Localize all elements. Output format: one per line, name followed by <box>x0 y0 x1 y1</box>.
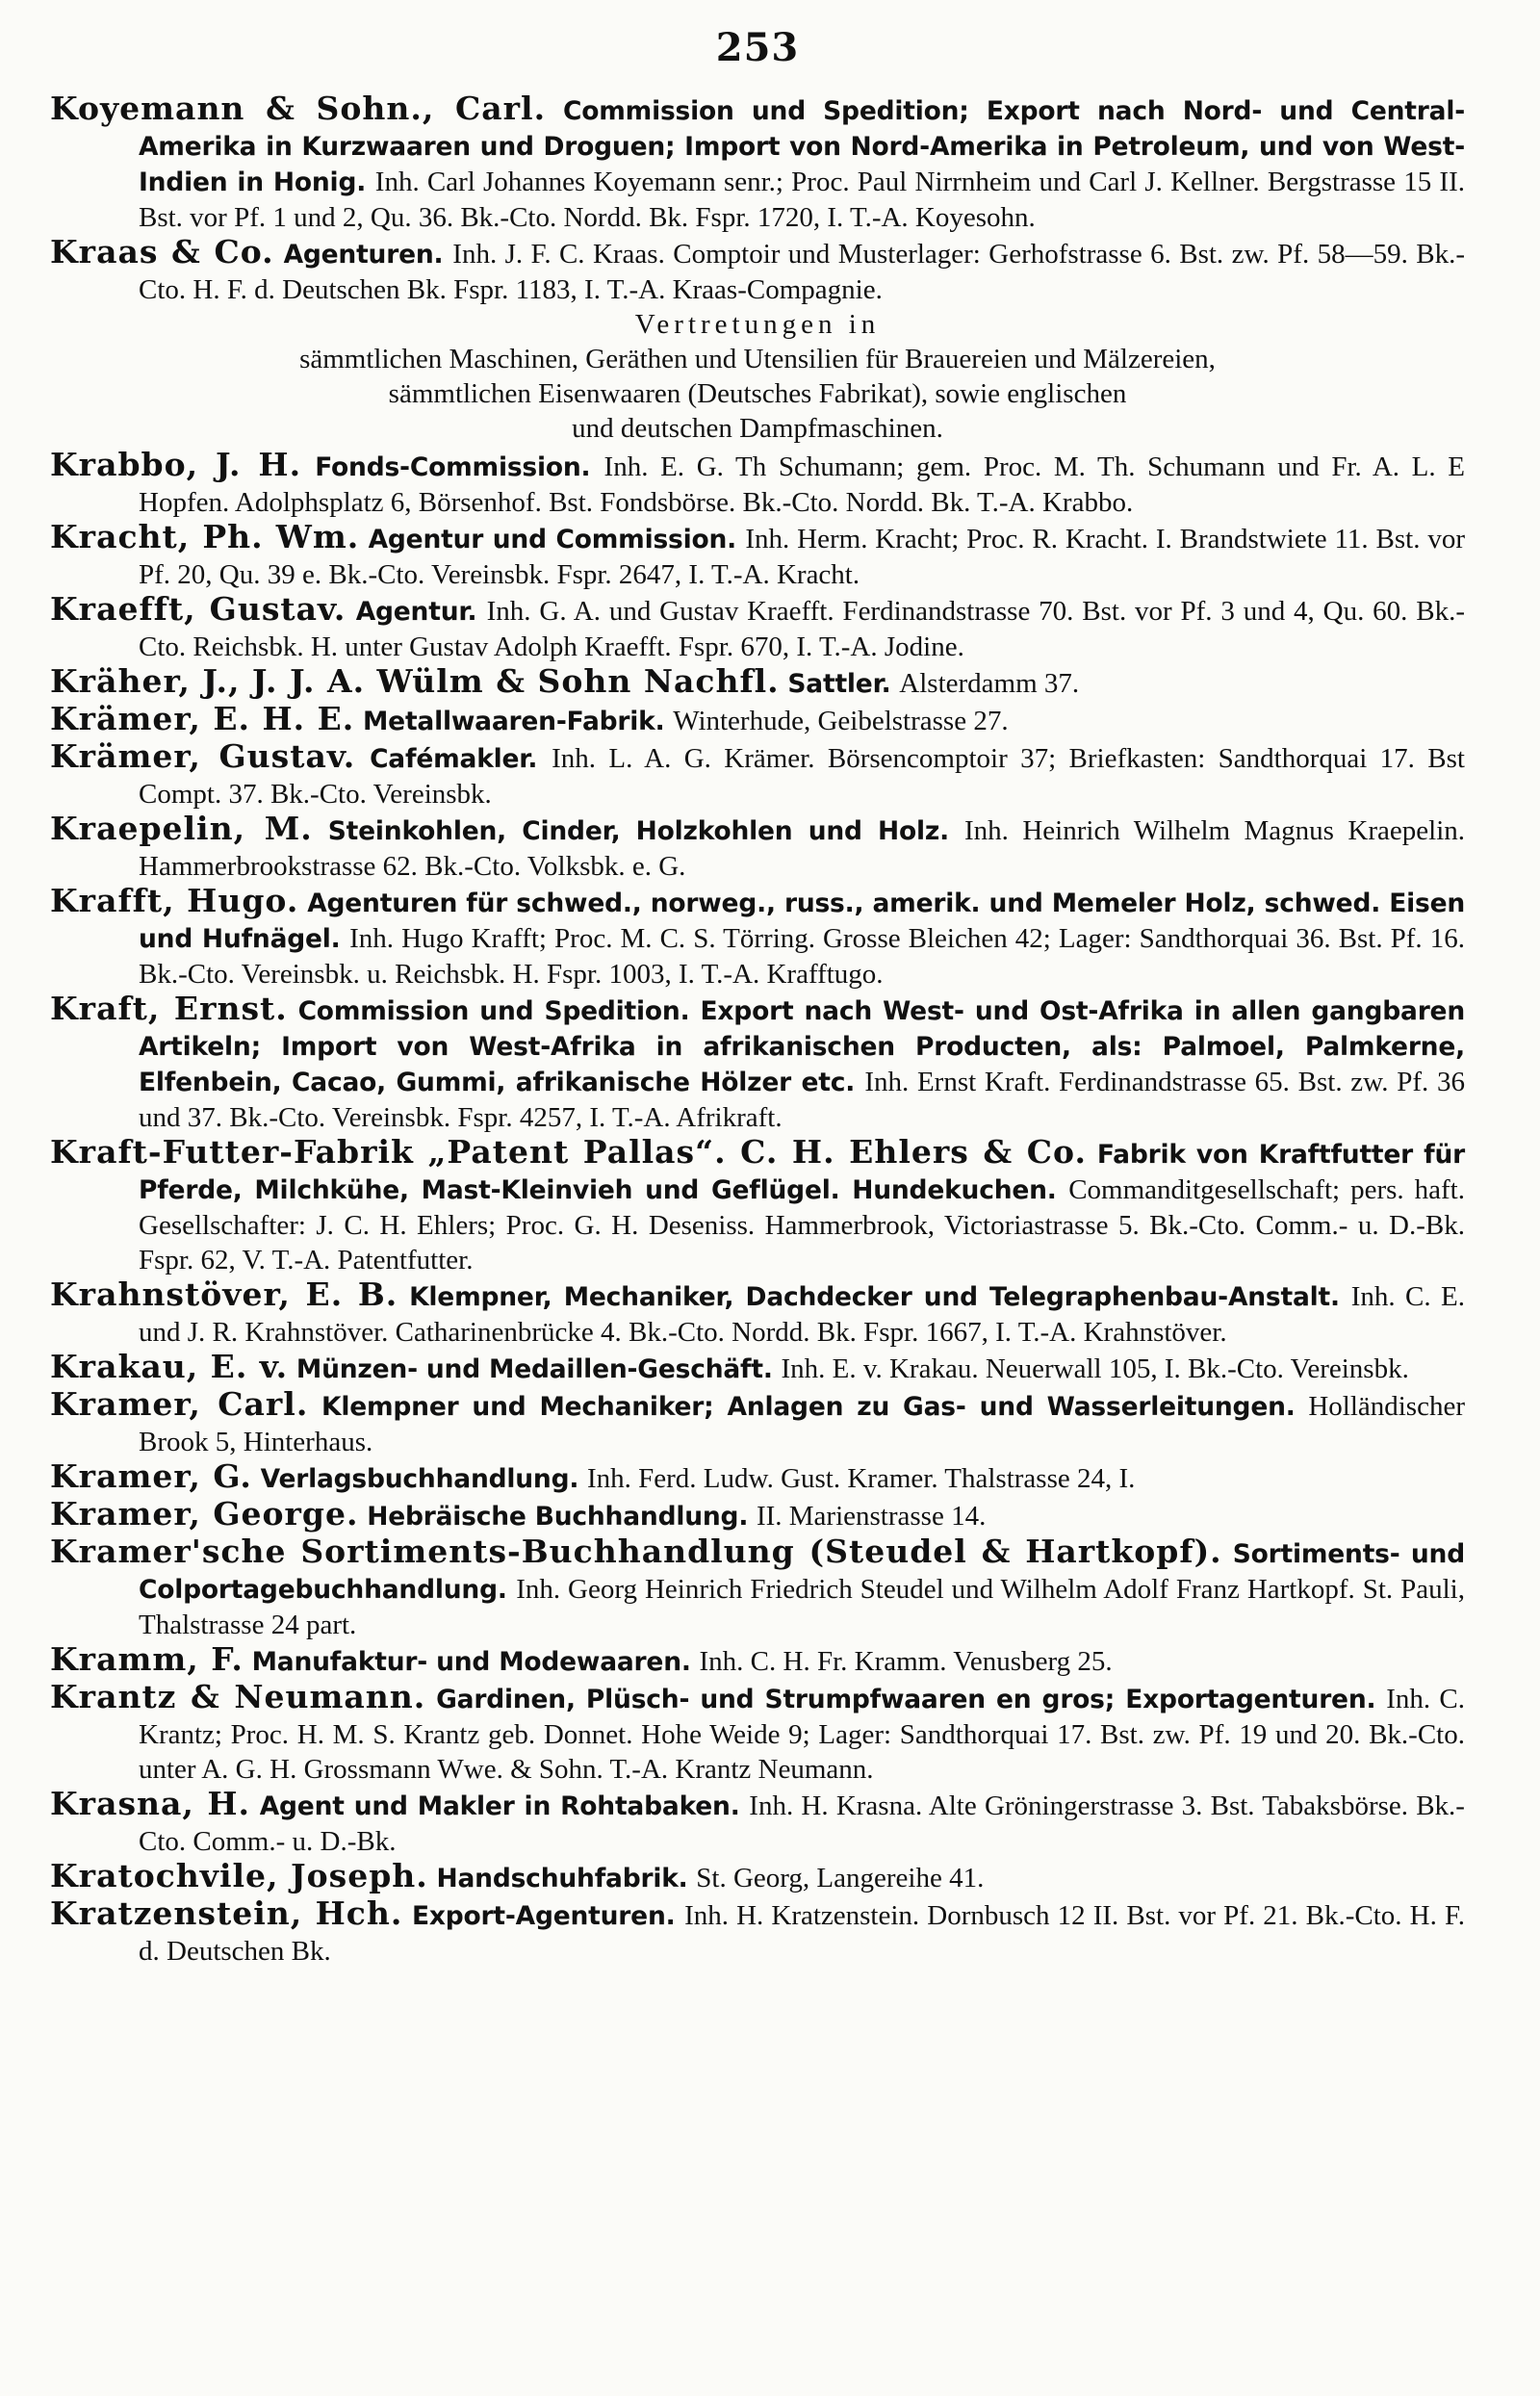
business-description: Agentur. <box>355 597 477 627</box>
firm-name: Kramer'sche Sortiments-Buchhandlung (Steudel & Hartkopf). <box>50 1533 1222 1570</box>
directory-entry <box>50 739 1465 812</box>
business-description: Klempner und Mechaniker; Anlagen zu Gas- und Wasserleitungen. <box>321 1392 1296 1422</box>
firm-name: Kräher, J., J. J. A. Wülm & Sohn Nachfl. <box>50 662 780 700</box>
representation-block <box>50 307 1465 446</box>
directory-entry <box>50 592 1465 664</box>
entry-details: Alsterdamm 37. <box>899 668 1080 699</box>
firm-name: Kraft, Ernst. <box>50 990 288 1027</box>
firm-name: Kraefft, Gustav. <box>50 590 346 628</box>
business-description: Handschuhfabrik. <box>436 1864 688 1894</box>
firm-name: Kratochvile, Joseph. <box>50 1857 428 1894</box>
entry-details: Inh. E. v. Krakau. Neuerwall 105, I. Bk.-Cto. Vereinsbk. <box>781 1353 1409 1384</box>
representation-line: und deutschen Dampfmaschinen. <box>572 413 943 444</box>
directory-entry <box>50 1896 1465 1969</box>
entry-details: Inh. H. Krasna. Alte Gröningerstrasse 3. Bst. Tabaksbörse. Bk.-Cto. Comm.- u. D.-Bk. <box>139 1791 1465 1857</box>
business-description: Sortiments- und Colportagebuchhandlung. <box>139 1539 1465 1605</box>
business-description: Agent und Makler in Rohtabaken. <box>259 1791 740 1821</box>
directory-entry <box>50 1459 1465 1497</box>
firm-name: Koyemann & Sohn., Carl. <box>50 90 547 127</box>
business-description: Sattler. <box>787 669 891 699</box>
entry-details: Inh. Ferd. Ludw. Gust. Kramer. Thalstrasse 24, I. <box>586 1463 1136 1494</box>
business-description: Fonds-Commission. <box>315 452 591 482</box>
directory-entry <box>50 1387 1465 1459</box>
entry-details: Winterhude, Geibelstrasse 27. <box>673 706 1009 736</box>
firm-name: Kraepelin, M. <box>50 810 313 847</box>
directory-entry <box>50 664 1465 702</box>
entry-details: Inh. H. Kratzenstein. Dornbusch 12 II. Bst. vor Pf. 21. Bk.-Cto. H. F. d. Deutschen Bk. <box>139 1900 1465 1967</box>
directory-entry <box>50 1497 1465 1534</box>
business-description: Agenturen. <box>283 240 444 270</box>
representation-line: sämmtlichen Maschinen, Geräthen und Utensilien für Brauereien und Mälzereien, <box>299 344 1216 374</box>
directory-entry <box>50 91 1465 235</box>
entry-details: Holländischer Brook 5, Hinterhaus. <box>139 1391 1465 1457</box>
business-description: Agentur und Commission. <box>368 525 737 554</box>
entry-details: St. Georg, Langereihe 41. <box>696 1863 985 1894</box>
firm-name: Kraft-Futter-Fabrik „Patent Pallas“. C. H. Ehlers & Co. <box>50 1133 1087 1171</box>
directory-entry <box>50 1350 1465 1387</box>
directory-entry <box>50 520 1465 592</box>
entry-details: Inh. C. E. und J. R. Krahnstöver. Catharinenbrücke 4. Bk.-Cto. Nordd. Bk. Fspr. 1667, I. T.-A. Krahnstöver. <box>139 1281 1465 1348</box>
firm-name: Kracht, Ph. Wm. <box>50 518 360 555</box>
representation-heading: Vertretungen in <box>634 309 881 340</box>
entry-details: Inh. Ernst Kraft. Ferdinandstrasse 65. Bst. zw. Pf. 36 und 37. Bk.-Cto. Vereinsbk. Fspr. 4257, I. T.-A. Afrikraft. <box>139 1067 1465 1133</box>
page-number: 253 <box>715 25 800 70</box>
business-description: Fabrik von Kraftfutter für Pferde, Milchkühe, Mast-Kleinvieh und Geflügel. Hundekuchen. <box>139 1140 1466 1205</box>
business-description: Metallwaaren-Fabrik. <box>363 707 665 736</box>
directory-entry <box>50 1680 1465 1787</box>
directory-entry <box>50 992 1465 1135</box>
entry-details: Inh. Hugo Krafft; Proc. M. C. S. Törring. Grosse Bleichen 42; Lager: Sandthorquai 36. Bst. Pf. 16. Bk.-Cto. Vereinsbk. u. Reichsbk. H. Fspr. 1003, I. T.-A. Krafftugo. <box>139 923 1465 990</box>
directory-entry <box>50 1642 1465 1680</box>
entry-details: II. Marienstrasse 14. <box>756 1501 987 1532</box>
business-description: Agenturen für schwed., norweg., russ., amerik. und Memeler Holz, schwed. Eisen und Hufnägel. <box>139 889 1466 954</box>
business-description: Steinkohlen, Cinder, Holzkohlen und Holz. <box>327 816 950 846</box>
directory-entry <box>50 884 1465 992</box>
directory-entry <box>50 1277 1465 1350</box>
business-description: Verlagsbuchhandlung. <box>260 1464 579 1494</box>
firm-name: Krahnstöver, E. B. <box>50 1275 398 1313</box>
directory-entry <box>50 235 1465 307</box>
directory-entry <box>50 1534 1465 1642</box>
entry-details: Inh. Herm. Kracht; Proc. R. Kracht. I. Brandstwiete 11. Bst. vor Pf. 20, Qu. 39 e. Bk.-Cto. Vereinsbk. Fspr. 2647, I. T.-A. Kracht. <box>139 524 1465 590</box>
firm-name: Kramer, Carl. <box>50 1385 309 1423</box>
firm-name: Krämer, Gustav. <box>50 737 356 775</box>
directory-entry <box>50 448 1465 520</box>
business-description: Gardinen, Plüsch- und Strumpfwaaren en gros; Exportagenturen. <box>436 1685 1376 1714</box>
business-description: Klempner, Mechaniker, Dachdecker und Telegraphenbau-Anstalt. <box>409 1282 1340 1312</box>
firm-name: Kratzenstein, Hch. <box>50 1894 403 1932</box>
business-description: Cafémakler. <box>370 744 538 774</box>
firm-name: Kramm, F. <box>50 1640 244 1678</box>
directory-entry <box>50 702 1465 739</box>
entry-details: Inh. Heinrich Wilhelm Magnus Kraepelin. Hammerbrookstrasse 62. Bk.-Cto. Volksbk. e. G. <box>139 815 1466 882</box>
business-description: Hebräische Buchhandlung. <box>367 1502 749 1532</box>
firm-name: Krafft, Hugo. <box>50 882 299 919</box>
representation-line: sämmtlichen Eisenwaaren (Deutsches Fabrikat), sowie englischen <box>388 378 1127 409</box>
entry-details: Inh. E. G. Th Schumann; gem. Proc. M. Th. Schumann und Fr. A. L. E Hopfen. Adolphsplatz 6, Börsenhof. Bst. Fondsbörse. Bk.-Cto. Nordd. Bk. T.-A. Krabbo. <box>139 451 1465 518</box>
directory-entry <box>50 1787 1465 1859</box>
entry-details: Inh. C. Krantz; Proc. H. M. S. Krantz geb. Donnet. Hohe Weide 9; Lager: Sandthorquai 17. Bst. zw. Pf. 19 und 20. Bk.-Cto. unter A. G. H. Grossmann Wwe. & Sohn. T.-A. Krantz Neumann. <box>139 1684 1466 1785</box>
business-description: Commission und Spedition. Export nach West- und Ost-Afrika in allen gangbaren Artikeln; Import von West-Afrika in afrikanischen Producten, als: Palmoel, Palmkerne, Elfenbein, Cacao, Gummi, afrikanische Hölzer etc. <box>139 996 1465 1097</box>
firm-name: Kraas & Co. <box>50 233 274 271</box>
firm-name: Kramer, G. <box>50 1457 252 1495</box>
business-description: Commission und Spedition; Export nach Nord- und Central-Amerika in Kurzwaaren und Droguen; Import von Nord-Amerika in Petroleum, und von West-Indien in Honig. <box>139 96 1465 197</box>
business-description: Manufaktur- und Modewaaren. <box>251 1647 691 1677</box>
directory-entry <box>50 812 1465 884</box>
firm-name: Krakau, E. v. <box>50 1348 289 1385</box>
entry-details: Inh. Georg Heinrich Friedrich Steudel und Wilhelm Adolf Franz Hartkopf. St. Pauli, Thalstrasse 24 part. <box>139 1574 1465 1640</box>
business-description: Münzen- und Medaillen-Geschäft. <box>295 1354 773 1384</box>
firm-name: Krabbo, J. H. <box>50 446 302 483</box>
entry-details: Inh. G. A. und Gustav Kraefft. Ferdinandstrasse 70. Bst. vor Pf. 3 und 4, Qu. 60. Bk.-Cto. Reichsbk. H. unter Gustav Adolph Kraefft. Fspr. 670, I. T.-A. Jodine. <box>139 596 1465 662</box>
directory-entry <box>50 1135 1465 1277</box>
business-description: Export-Agenturen. <box>411 1901 676 1931</box>
firm-name: Krämer, E. H. E. <box>50 700 355 737</box>
firm-name: Krantz & Neumann. <box>50 1678 426 1715</box>
entry-details: Commanditgesellschaft; pers. haft. Gesellschafter: J. C. H. Ehlers; Proc. G. H. Deseniss. Hammerbrook, Victoriastrasse 5. Bk.-Cto. Comm.- u. D.-Bk. Fspr. 62, V. T.-A. Patentfutter. <box>139 1174 1465 1275</box>
entry-details: Inh. J. F. C. Kraas. Comptoir und Musterlager: Gerhofstrasse 6. Bst. zw. Pf. 58—59. Bk.-Cto. H. F. d. Deutschen Bk. Fspr. 1183, I. T.-A. Kraas-Compagnie. <box>139 239 1465 305</box>
entry-details: Inh. C. H. Fr. Kramm. Venusberg 25. <box>699 1646 1113 1677</box>
entry-details: Inh. Carl Johannes Koyemann senr.; Proc. Paul Nirrnheim und Carl J. Kellner. Bergstrasse 15 II. Bst. vor Pf. 1 und 2, Qu. 36. Bk.-Cto. Nordd. Bk. Fspr. 1720, I. T.-A. Koyesohn. <box>139 167 1466 233</box>
firm-name: Kramer, George. <box>50 1495 359 1533</box>
firm-name: Krasna, H. <box>50 1785 251 1822</box>
entry-details: Inh. L. A. G. Krämer. Börsencomptoir 37; Briefkasten: Sandthorquai 17. Bst Compt. 37. Bk.-Cto. Vereinsbk. <box>139 743 1465 810</box>
directory-entry <box>50 1859 1465 1896</box>
